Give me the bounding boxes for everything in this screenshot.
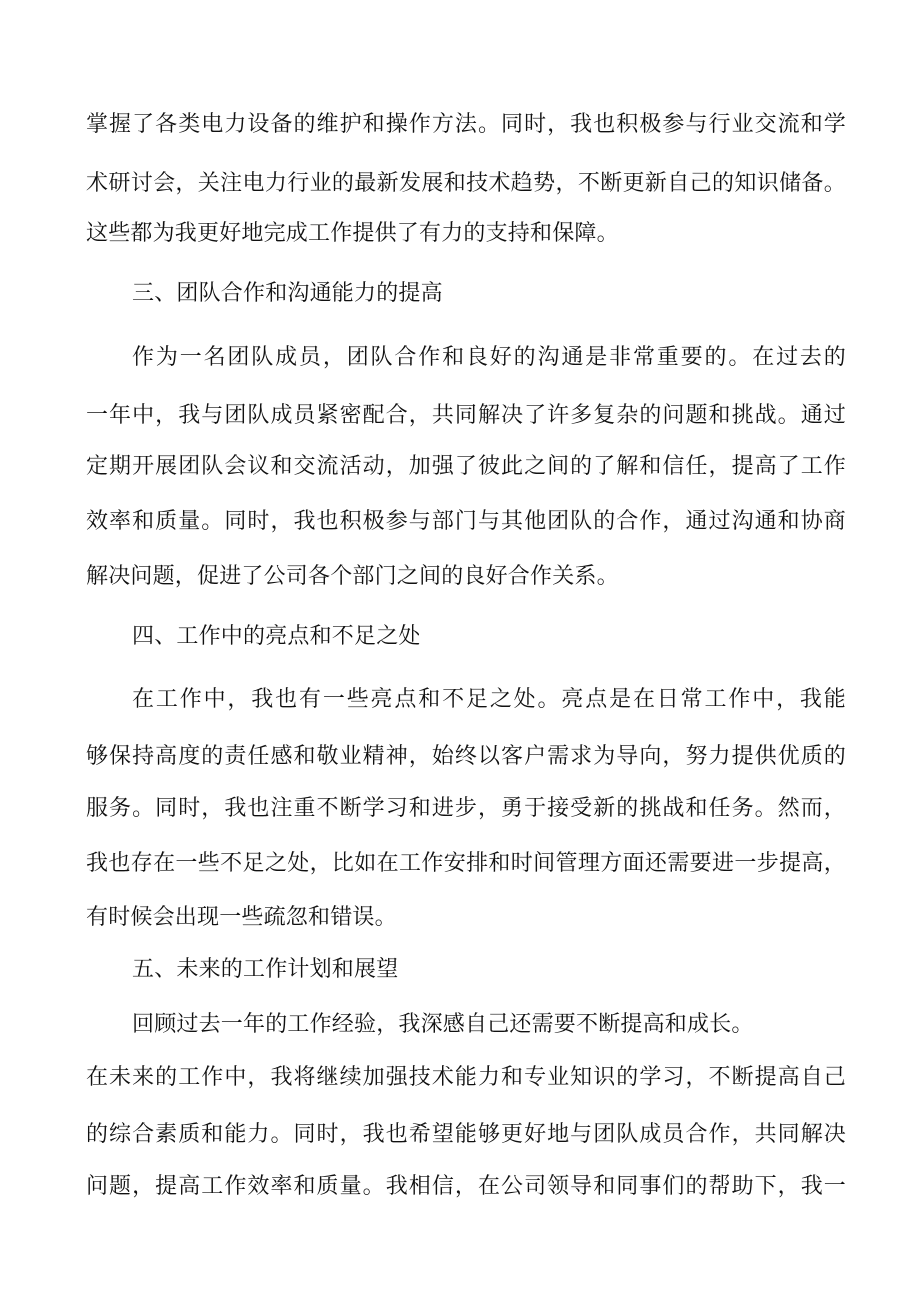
- section-heading-3: 三、团队合作和沟通能力的提高: [132, 281, 443, 306]
- section-heading-5: 五、未来的工作计划和展望: [132, 957, 399, 982]
- paragraph-line: 一年中，我与团队成员紧密配合，共同解决了许多复杂的问题和挑战。通过: [86, 403, 846, 428]
- section-heading-4: 四、工作中的亮点和不足之处: [132, 624, 421, 649]
- paragraph-line: 问题，提高工作效率和质量。我相信，在公司领导和同事们的帮助下，我一: [86, 1174, 846, 1199]
- paragraph-line: 定期开展团队会议和交流活动，加强了彼此之间的了解和信任，提高了工作: [86, 454, 846, 479]
- paragraph-line: 在工作中，我也有一些亮点和不足之处。亮点是在日常工作中，我能: [132, 687, 846, 712]
- paragraph-line: 这些都为我更好地完成工作提供了有力的支持和保障。: [86, 221, 619, 246]
- paragraph-line: 回顾过去一年的工作经验，我深感自己还需要不断提高和成长。: [132, 1012, 754, 1037]
- paragraph-line: 我也存在一些不足之处，比如在工作安排和时间管理方面还需要进一步提高，: [86, 851, 846, 876]
- paragraph-line: 解决问题，促进了公司各个部门之间的良好合作关系。: [86, 564, 619, 589]
- paragraph-line: 作为一名团队成员，团队合作和良好的沟通是非常重要的。在过去的: [132, 345, 846, 370]
- paragraph-line: 的综合素质和能力。同时，我也希望能够更好地与团队成员合作，共同解决: [86, 1122, 846, 1147]
- paragraph-line: 术研讨会，关注电力行业的最新发展和技术趋势，不断更新自己的知识储备。: [86, 171, 846, 196]
- paragraph-line: 服务。同时，我也注重不断学习和进步，勇于接受新的挑战和任务。然而，: [86, 796, 846, 821]
- paragraph-line: 有时候会出现一些疏忽和错误。: [86, 905, 397, 930]
- paragraph-line: 够保持高度的责任感和敬业精神，始终以客户需求为导向，努力提供优质的: [86, 744, 846, 769]
- paragraph-line: 掌握了各类电力设备的维护和操作方法。同时，我也积极参与行业交流和学: [86, 112, 846, 137]
- paragraph-line: 在未来的工作中，我将继续加强技术能力和专业知识的学习，不断提高自己: [86, 1065, 846, 1090]
- paragraph-line: 效率和质量。同时，我也积极参与部门与其他团队的合作，通过沟通和协商: [86, 509, 846, 534]
